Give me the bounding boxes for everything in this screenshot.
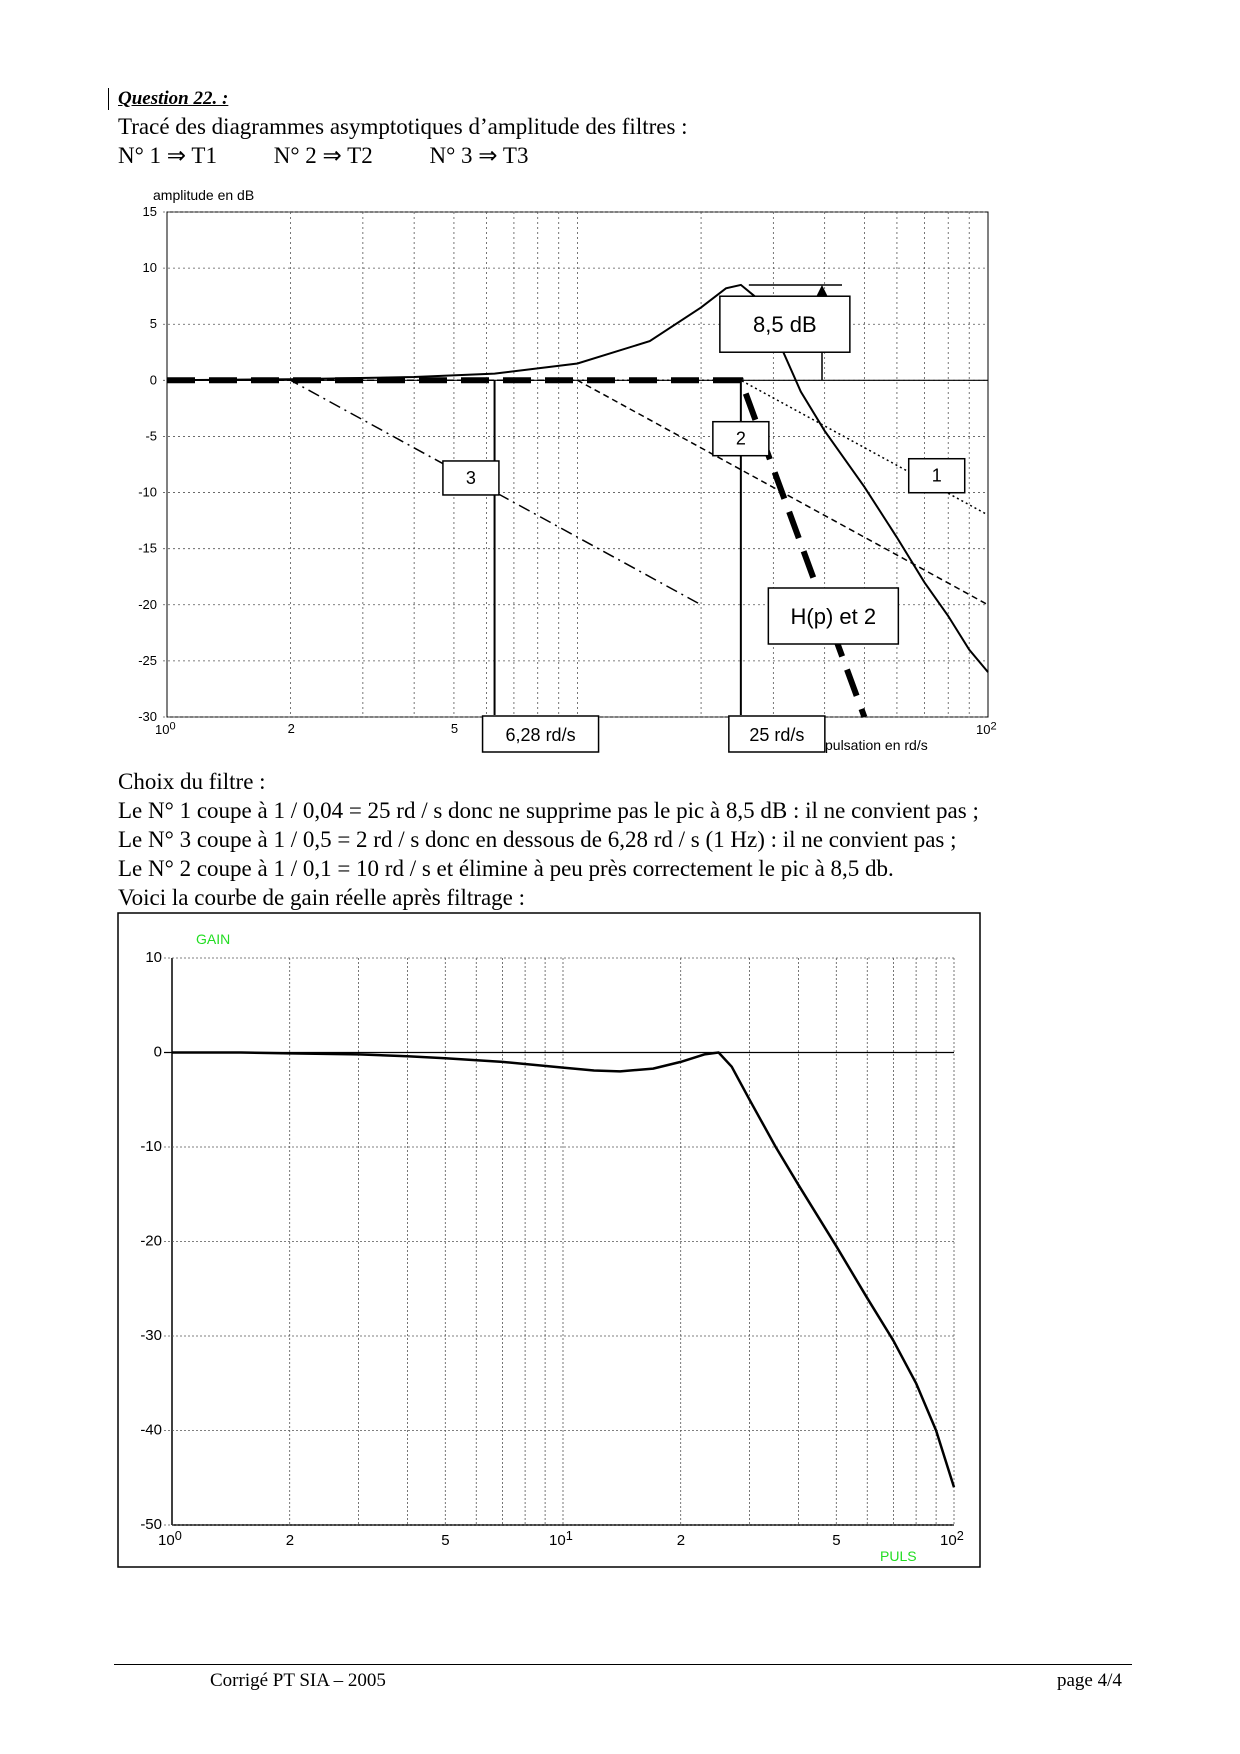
marker-label: 6,28 rd/s bbox=[505, 725, 576, 745]
filter-choice-text bbox=[118, 769, 979, 914]
x-tick-label: 100 bbox=[155, 720, 176, 737]
y-tick-label: -25 bbox=[138, 652, 157, 668]
asymptotic-bode-chart bbox=[0, 0, 1240, 780]
y-tick-label: 0 bbox=[149, 372, 157, 388]
x-tick-label: 2 bbox=[287, 721, 295, 736]
y-tick-label: 15 bbox=[142, 204, 157, 219]
choice-filter-1: Le N° 1 coupe à 1 / 0,04 = 25 rd / s donc ne supprime pas le pic à 8,5 dB : il ne convient pas ; bbox=[118, 798, 979, 823]
choice-filter-3: Le N° 3 coupe à 1 / 0,5 = 2 rd / s donc en dessous de 6,28 rd / s (1 Hz) : il ne convient pas ; bbox=[118, 827, 957, 852]
chart-frame bbox=[118, 913, 980, 1567]
y-axis-label: amplitude en dB bbox=[153, 187, 255, 203]
choice-filter-2: Le N° 2 coupe à 1 / 0,1 = 10 rd / s et élimine à peu près correctement le pic à 8,5 db. bbox=[118, 856, 894, 881]
y-tick-label: -20 bbox=[140, 1232, 162, 1250]
y-tick-label: -5 bbox=[145, 428, 157, 444]
annotation-label: H(p) et 2 bbox=[790, 604, 877, 629]
y-tick-label: -10 bbox=[140, 1138, 162, 1155]
y-tick-label: -30 bbox=[138, 709, 157, 724]
y-tick-label: -40 bbox=[140, 1421, 162, 1439]
footer-rule bbox=[114, 1664, 1132, 1665]
annotation-label: 2 bbox=[735, 428, 746, 449]
x-tick-label: 2 bbox=[285, 1532, 295, 1549]
footer-title: Corrigé PT SIA – 2005 bbox=[210, 1670, 386, 1691]
filter-2-mapping: N° 2 ⇒ T2 bbox=[273, 143, 373, 168]
x-tick-label: 2 bbox=[676, 1532, 686, 1549]
y-tick-label: -20 bbox=[138, 596, 157, 612]
x-axis-label: pulsation en rd/s bbox=[825, 737, 928, 753]
y-tick-label: 5 bbox=[149, 316, 157, 332]
page-number: page 4/4 bbox=[1057, 1670, 1122, 1691]
filter-1-mapping: N° 1 ⇒ T1 bbox=[118, 143, 217, 168]
marker-label: 25 rd/s bbox=[749, 725, 805, 745]
x-tick-label: $10^2$ bbox=[940, 1527, 964, 1549]
x-axis-label: PULS bbox=[880, 1548, 917, 1564]
choice-heading: Choix du filtre : bbox=[118, 769, 266, 794]
y-tick-label: -30 bbox=[140, 1327, 162, 1344]
x-tick-label: 102 bbox=[976, 720, 997, 737]
x-tick-label: 5 bbox=[441, 1532, 450, 1549]
y-tick-label: 0 bbox=[153, 1043, 162, 1061]
y-tick-label: -50 bbox=[140, 1516, 162, 1533]
y-tick-label: 10 bbox=[142, 260, 157, 276]
annotation-label: 3 bbox=[465, 467, 476, 488]
y-axis-label: GAIN bbox=[196, 931, 231, 947]
gain-curve bbox=[172, 1053, 954, 1488]
y-tick-label: -15 bbox=[138, 540, 157, 556]
x-tick-label: 5 bbox=[450, 721, 459, 736]
filtered-gain-chart bbox=[0, 900, 1240, 1580]
x-tick-label: 5 bbox=[832, 1532, 841, 1549]
question-title: Question 22. : bbox=[118, 88, 229, 109]
x-tick-label: $10^0$ bbox=[158, 1527, 182, 1549]
question-intro: Tracé des diagrammes asymptotiques d’amplitude des filtres : bbox=[118, 114, 688, 139]
y-tick-label: -10 bbox=[138, 484, 157, 500]
filter-3-mapping: N° 3 ⇒ T3 bbox=[429, 143, 529, 168]
annotation-label: 8,5 dB bbox=[753, 312, 817, 338]
y-tick-label: 10 bbox=[145, 949, 162, 966]
x-tick-label: $10^1$ bbox=[549, 1527, 573, 1549]
annotation-label: 1 bbox=[931, 465, 942, 486]
choice-conclusion: Voici la courbe de gain réelle après filtrage : bbox=[118, 885, 526, 910]
